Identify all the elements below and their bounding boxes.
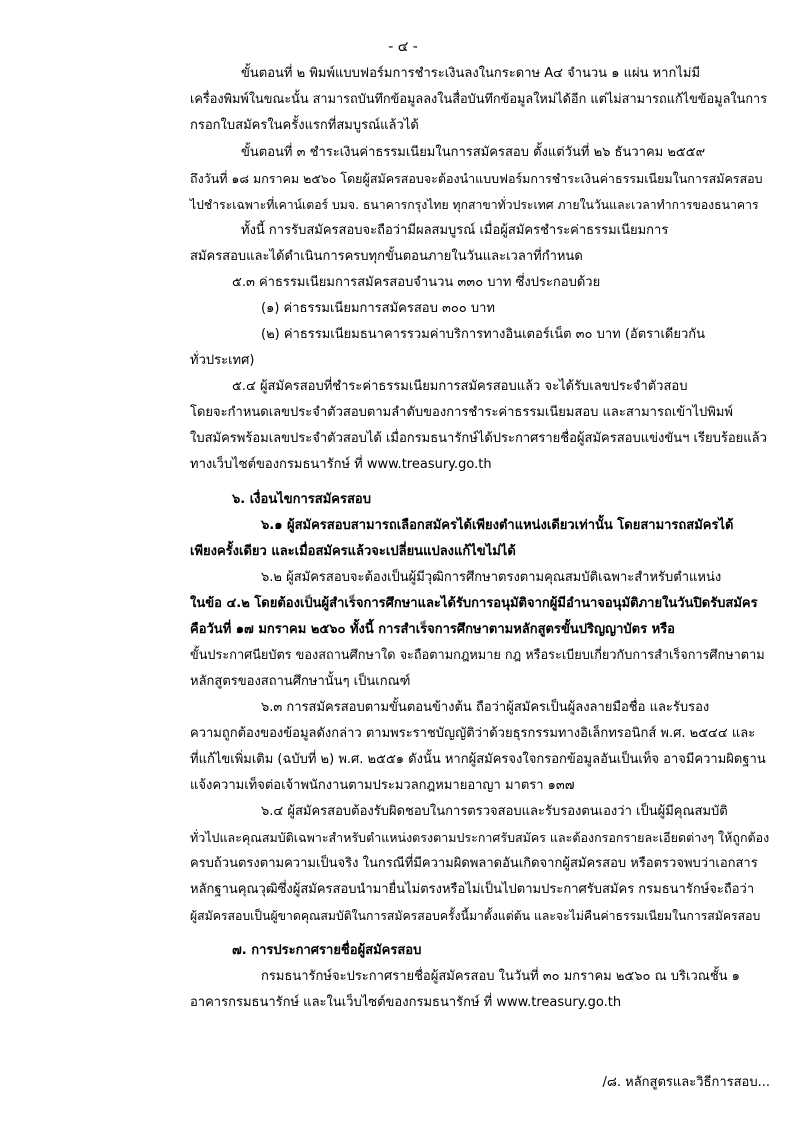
section-heading: ๗. การประกาศรายชื่อผู้สมัครสอบ bbox=[232, 943, 422, 958]
text-line: ๖.๑ ผู้สมัครสอบสามารถเลือกสมัครได้เพียงตำแหน่งเดียวเท่านั้น โดยสามารถสมัครได้ bbox=[261, 518, 734, 533]
text-line: ขั้นตอนที่ ๓ ชำระเงินค่าธรรมเนียมในการสมัครสอบ ตั้งแต่วันที่ ๒๖ ธันวาคม ๒๕๕๙ bbox=[241, 145, 706, 160]
text-line: ๖.๒ ผู้สมัครสอบจะต้องเป็นผู้มีวุฒิการศึกษาตรงตามคุณสมบัติเฉพาะสำหรับตำแหน่ง bbox=[261, 570, 722, 585]
text-line: ๖.๔ ผู้สมัครสอบต้องรับผิดชอบในการตรวจสอบและรับรองตนเองว่า เป็นผู้มีคุณสมบัติ bbox=[261, 804, 728, 819]
section-heading: ๖. เงื่อนไขการสมัครสอบ bbox=[232, 492, 371, 507]
text-line: กรมธนารักษ์จะประกาศรายชื่อผู้สมัครสอบ ในวันที่ ๓๐ มกราคม ๒๕๖๐ ณ บริเวณชั้น ๑ bbox=[261, 969, 740, 984]
text-line: ขั้นตอนที่ ๒ พิมพ์แบบฟอร์มการชำระเงินลงในกระดาษ A๔ จำนวน ๑ แผ่น หากไม่มี bbox=[241, 66, 701, 81]
text-line: ทางเว็บไซต์ของกรมธนารักษ์ ที่ www.treasury.go.th bbox=[190, 457, 492, 472]
text-line: หลักสูตรของสถานศึกษานั้นๆ เป็นเกณฑ์ bbox=[190, 674, 411, 689]
page-number: - ๔ - bbox=[388, 39, 418, 55]
text-line: ไปชำระเฉพาะที่เคาน์เตอร์ บมจ. ธนาคารกรุงไทย ทุกสาขาทั่วประเทศ ภายในวันและเวลาทำการของธนาคาร bbox=[190, 198, 759, 212]
text-line: คือวันที่ ๑๗ มกราคม ๒๕๖๐ ทั้งนี้ การสำเร็จการศึกษาตามหลักสูตรขั้นปริญญาบัตร หรือ bbox=[190, 622, 675, 637]
text-line: ทั่วประเทศ) bbox=[190, 353, 255, 368]
text-line: (๑) ค่าธรรมเนียมการสมัครสอบ ๓๐๐ บาท bbox=[261, 301, 495, 316]
text-line: ที่แก้ไขเพิ่มเติม (ฉบับที่ ๒) พ.ศ. ๒๕๕๑ ดังนั้น หากผู้สมัครจงใจกรอกข้อมูลอันเป็นเท็จ อาจมีความผิดฐาน bbox=[190, 752, 766, 767]
text-line: ทั่วไปและคุณสมบัติเฉพาะสำหรับตำแหน่งตรงตามประกาศรับสมัคร และต้องกรอกรายละเอียดต่างๆ ให้ถูกต้อง bbox=[190, 830, 770, 845]
text-line: ๖.๓ การสมัครสอบตามขั้นตอนข้างต้น ถือว่าผู้สมัครเป็นผู้ลงลายมือชื่อ และรับรอง bbox=[261, 700, 710, 715]
text-line: โดยจะกำหนดเลขประจำตัวสอบตามลำดับของการชำระค่าธรรมเนียมสอบ และสามารถเข้าไปพิมพ์ bbox=[190, 405, 733, 420]
text-line: ๕.๓ ค่าธรรมเนียมการสมัครสอบจำนวน ๓๓๐ บาท ซึ่งประกอบด้วย bbox=[232, 275, 601, 290]
text-line: สมัครสอบและได้ดำเนินการครบทุกขั้นตอนภายในวันและเวลาที่กำหนด bbox=[190, 249, 583, 264]
text-line: ครบถ้วนตรงตามความเป็นจริง ในกรณีที่มีความผิดพลาดอันเกิดจากผู้สมัครสอบ หรือตรวจพบว่าเอกสาร bbox=[190, 856, 758, 871]
text-line: หลักฐานคุณวุฒิซึ่งผู้สมัครสอบนำมายื่นไม่ตรงหรือไม่เป็นไปตามประกาศรับสมัคร กรมธนารักษ์จะถือว่า bbox=[190, 882, 755, 897]
text-line: ในข้อ ๔.๒ โดยต้องเป็นผู้สำเร็จการศึกษาและได้รับการอนุมัติจากผู้มีอำนาจอนุมัติภายในวันปิดรับสมัคร bbox=[190, 596, 758, 611]
text-line: กรอกใบสมัครในครั้งแรกที่สมบูรณ์แล้วได้ bbox=[190, 118, 419, 133]
text-line: ๕.๔ ผู้สมัครสอบที่ชำระค่าธรรมเนียมการสมัครสอบแล้ว จะได้รับเลขประจำตัวสอบ bbox=[232, 379, 688, 394]
text-line: แจ้งความเท็จต่อเจ้าพนักงานตามประมวลกฎหมายอาญา มาตรา ๑๓๗ bbox=[190, 778, 575, 793]
text-line: ขั้นประกาศนียบัตร ของสถานศึกษาใด จะถือตามกฎหมาย กฎ หรือระเบียบเกี่ยวกับการสำเร็จการศึกษาตาม bbox=[190, 648, 765, 663]
text-line: เพียงครั้งเดียว และเมื่อสมัครแล้วจะเปลี่ยนแปลงแก้ไขไม่ได้ bbox=[190, 544, 516, 559]
text-line: ผู้สมัครสอบเป็นผู้ขาดคุณสมบัติในการสมัครสอบครั้งนี้มาตั้งแต่ต้น และจะไม่คืนค่าธรรมเนียมในการสมัครสอบ bbox=[190, 909, 761, 923]
text-line: เครื่องพิมพ์ในขณะนั้น สามารถบันทึกข้อมูลลงในสื่อบันทึกข้อมูลใหม่ได้อีก แต่ไม่สามารถแก้ไขข้อมูลในการ bbox=[190, 92, 768, 107]
text-line: ถึงวันที่ ๑๘ มกราคม ๒๕๖๐ โดยผู้สมัครสอบจะต้องนำแบบฟอร์มการชำระเงินค่าธรรมเนียมในการสมัครสอบ bbox=[190, 171, 763, 186]
text-line: ความถูกต้องของข้อมูลดังกล่าว ตามพระราชบัญญัติว่าด้วยธุรกรรมทางอิเล็กทรอนิกส์ พ.ศ. ๒๕๔๔ และ bbox=[190, 726, 756, 741]
text-line: (๒) ค่าธรรมเนียมธนาคารรวมค่าบริการทางอินเตอร์เน็ต ๓๐ บาท (อัตราเดียวกัน bbox=[261, 327, 706, 342]
text-line: ทั้งนี้ การรับสมัครสอบจะถือว่ามีผลสมบูรณ์ เมื่อผู้สมัครชำระค่าธรรมเนียมการ bbox=[241, 223, 669, 238]
text-line: ใบสมัครพร้อมเลขประจำตัวสอบได้ เมื่อกรมธนารักษ์ได้ประกาศรายชื่อผู้สมัครสอบแข่งขันฯ เรียบร้อยแล้ว bbox=[190, 431, 767, 446]
text-line: อาคารกรมธนารักษ์ และในเว็บไซต์ของกรมธนารักษ์ ที่ www.treasury.go.th bbox=[190, 995, 622, 1010]
footer-continuation: /๘. หลักสูตรและวิธีการสอบ... bbox=[602, 1075, 770, 1090]
